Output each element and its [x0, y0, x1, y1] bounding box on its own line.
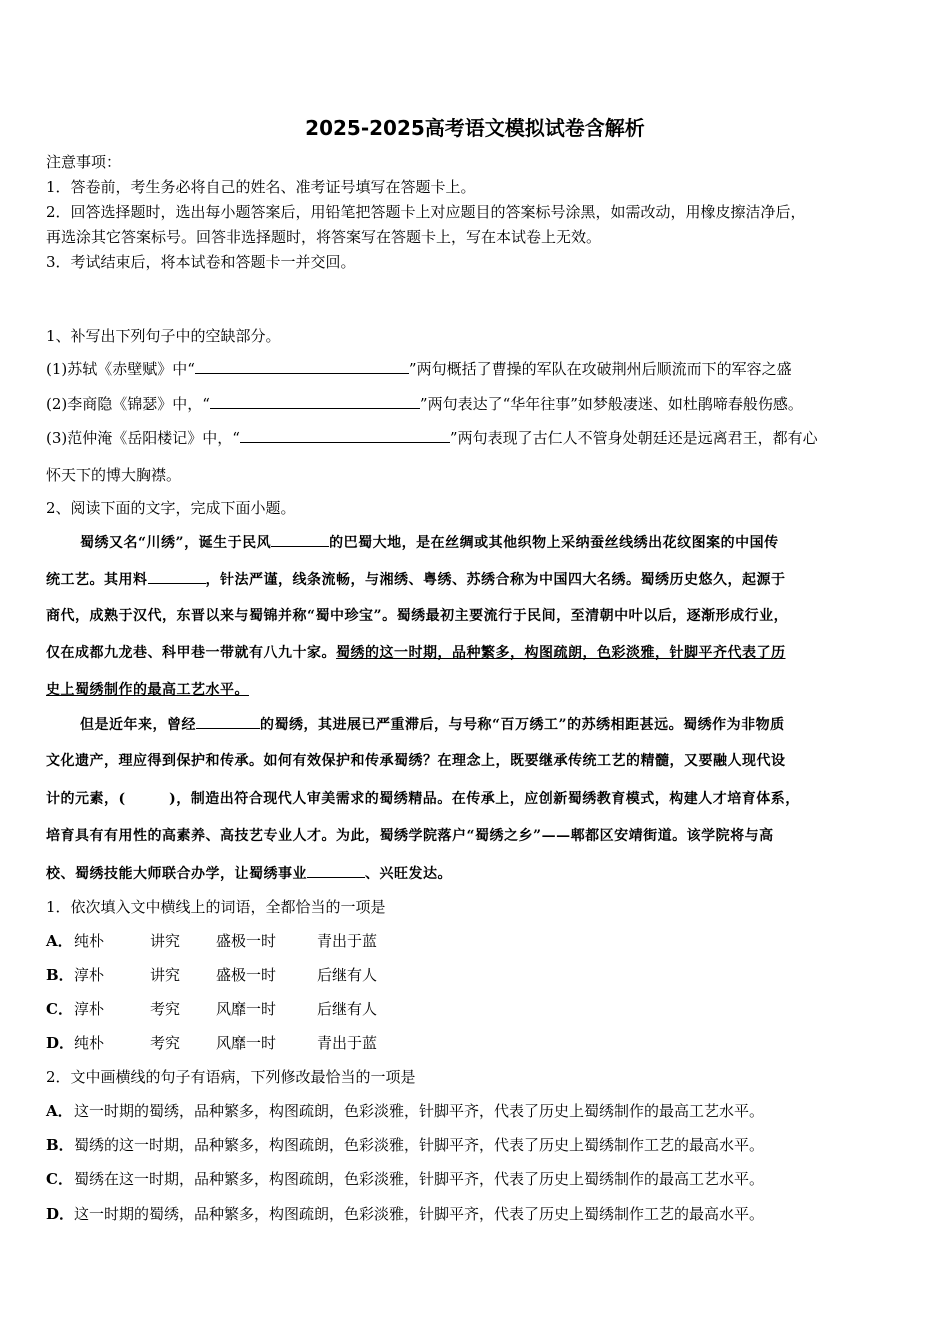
passage-text: 仅在成都九龙巷、科甲巷一带就有八九十家。: [46, 645, 336, 661]
answer-blank-2[interactable]: [210, 394, 420, 409]
passage-p2-line1: [80, 714, 785, 735]
q1-part2: [46, 394, 803, 414]
passage-p1-line5: [46, 680, 249, 700]
q1-part1-post: ”两句概括了曹操的军队在攻破荆州后顺流而下的军容之盛: [408, 360, 792, 378]
option-word: 考究: [150, 1000, 181, 1018]
q1-part3-cont: 怀天下的博大胸襟。: [46, 466, 182, 484]
option-word: 后继有人: [317, 1000, 378, 1018]
passage-p2-line4: 培育具有有用性的高素养、高技艺专业人才。为此，蜀绣学院落户“蜀绣之乡”——郫都区安靖街道。该学院将与高: [46, 828, 774, 844]
underlined-sentence: 蜀绣的这一时期，品种繁多，构图疏朗，色彩淡雅，针脚平齐代表了历: [336, 645, 786, 661]
passage-text: 蜀绣又名“川绣”，诞生于民风: [80, 535, 272, 551]
option-word: 讲究: [150, 932, 181, 950]
q1-part1: [46, 359, 792, 379]
q1-part3-post: ”两句表现了古仁人不管身处朝廷还是远离君王，都有心: [449, 429, 818, 447]
option-word: 盛极一时: [216, 932, 277, 950]
underlined-sentence: 史上蜀绣制作的最高工艺水平。: [46, 682, 249, 698]
option-word: 淳朴: [74, 966, 105, 984]
option-word: 青出于蓝: [317, 932, 378, 950]
sub2-option-a[interactable]: [46, 1101, 764, 1121]
option-label: A．: [46, 932, 73, 950]
option-text: 这一时期的蜀绣，品种繁多，构图疏朗，色彩淡雅，针脚平齐，代表了历史上蜀绣制作工艺的最高水平。: [74, 1205, 765, 1223]
option-word: 后继有人: [317, 966, 378, 984]
option-label: B．: [46, 966, 74, 984]
passage-text: 的蜀绣，其进展已严重滞后，与号称“百万绣工”的苏绣相距甚远。蜀绣作为非物质: [260, 717, 785, 733]
option-text: 这一时期的蜀绣，品种繁多，构图疏朗，色彩淡雅，针脚平齐，代表了历史上蜀绣制作的最高工艺水平。: [74, 1102, 765, 1120]
sub1-option-d[interactable]: [46, 1033, 377, 1053]
passage-p1-line4: [46, 643, 786, 663]
sub1-option-b[interactable]: [46, 965, 377, 985]
passage-text: 、兴旺发达。: [365, 866, 452, 882]
passage-text: 校、蜀绣技能大师联合办学，让蜀绣事业: [46, 866, 307, 882]
passage-p2-line5: [46, 863, 452, 884]
passage-text: 统工艺。其用料: [46, 572, 148, 588]
page-title: 2025-2025高考语文模拟试卷含解析: [305, 116, 645, 140]
notice-heading: 注意事项：: [46, 153, 122, 171]
q1-part3: [46, 428, 818, 448]
notice-item-2: 2．回答选择题时，选出每小题答案后，用铅笔把答题卡上对应题目的答案标号涂黑，如需改动，用橡皮擦洁净后，: [46, 203, 806, 221]
option-label: D．: [46, 1034, 75, 1052]
passage-text: 的巴蜀大地，是在丝绸或其他织物上采纳蚕丝线绣出花纹图案的中国传: [329, 535, 779, 551]
sub2-option-c[interactable]: [46, 1169, 764, 1189]
passage-p2-line3: 计的元素，( )，制造出符合现代人审美需求的蜀绣精品。在传承上，应创新蜀绣教育模式，构建人才培育体系，: [46, 791, 800, 807]
passage-blank-2: [148, 569, 206, 584]
answer-blank-3[interactable]: [240, 428, 450, 443]
notice-item-2-cont: 再选涂其它答案标号。回答非选择题时，将答案写在答题卡上，写在本试卷上无效。: [46, 228, 602, 246]
option-word: 考究: [150, 1034, 181, 1052]
q1-part1-pre: (1)苏轼《赤壁赋》中“: [46, 360, 195, 378]
option-word: 纯朴: [74, 932, 105, 950]
option-label: B．: [46, 1136, 74, 1154]
sub2-option-d[interactable]: [46, 1204, 764, 1224]
option-word: 盛极一时: [216, 966, 277, 984]
passage-blank-1: [271, 532, 329, 547]
passage-blank-4: [307, 863, 365, 878]
sub2-option-b[interactable]: [46, 1135, 764, 1155]
q2-stem: 2、阅读下面的文字，完成下面小题。: [46, 499, 296, 517]
option-word: 淳朴: [74, 1000, 105, 1018]
q1-part2-pre: (2)李商隐《锦瑟》中，“: [46, 395, 210, 413]
option-word: 风靡一时: [216, 1000, 277, 1018]
passage-p1-line1: [80, 532, 779, 553]
option-word: 讲究: [150, 966, 181, 984]
option-label: A．: [46, 1102, 73, 1120]
q1-part3-pre: (3)范仲淹《岳阳楼记》中，“: [46, 429, 240, 447]
sub1-stem: 1．依次填入文中横线上的词语，全都恰当的一项是: [46, 898, 386, 916]
notice-item-3: 3．考试结束后，将本试卷和答题卡一并交回。: [46, 253, 356, 271]
passage-text: 但是近年来，曾经: [80, 717, 196, 733]
option-word: 纯朴: [74, 1034, 105, 1052]
option-word: 风靡一时: [216, 1034, 277, 1052]
sub2-stem: 2．文中画横线的句子有语病，下列修改最恰当的一项是: [46, 1068, 416, 1086]
passage-p2-line2: 文化遗产，理应得到保护和传承。如何有效保护和传承蜀绣？在理念上，既要继承传统工艺的精髓，又要融人现代设: [46, 753, 786, 769]
passage-p1-line2: [46, 569, 786, 590]
q1-part2-post: ”两句表达了“华年往事”如梦般凄迷、如杜鹃啼春般伤感。: [419, 395, 803, 413]
sub1-option-c[interactable]: [46, 999, 377, 1019]
answer-blank-1[interactable]: [195, 359, 409, 374]
option-label: C．: [46, 1000, 73, 1018]
notice-item-1: 1．答卷前，考生务必将自己的姓名、准考证号填写在答题卡上。: [46, 178, 476, 196]
passage-text: ，针法严谨，线条流畅，与湘绣、粤绣、苏绣合称为中国四大名绣。蜀绣历史悠久，起源于: [205, 572, 786, 588]
option-text: 蜀绣在这一时期，品种繁多，构图疏朗，色彩淡雅，针脚平齐，代表了历史上蜀绣制作的最高工艺水平。: [74, 1170, 765, 1188]
option-text: 蜀绣的这一时期，品种繁多，构图疏朗，色彩淡雅，针脚平齐，代表了历史上蜀绣制作工艺的最高水平。: [74, 1136, 765, 1154]
sub1-option-a[interactable]: [46, 931, 377, 951]
option-label: D．: [46, 1205, 75, 1223]
passage-p1-line3: 商代，成熟于汉代，东晋以来与蜀锦并称“蜀中珍宝”。蜀绣最初主要流行于民间，至清朝中叶以后，逐渐形成行业，: [46, 608, 789, 624]
option-label: C．: [46, 1170, 73, 1188]
q1-stem: 1、补写出下列句子中的空缺部分。: [46, 327, 281, 345]
passage-blank-3: [196, 714, 260, 729]
option-word: 青出于蓝: [317, 1034, 378, 1052]
